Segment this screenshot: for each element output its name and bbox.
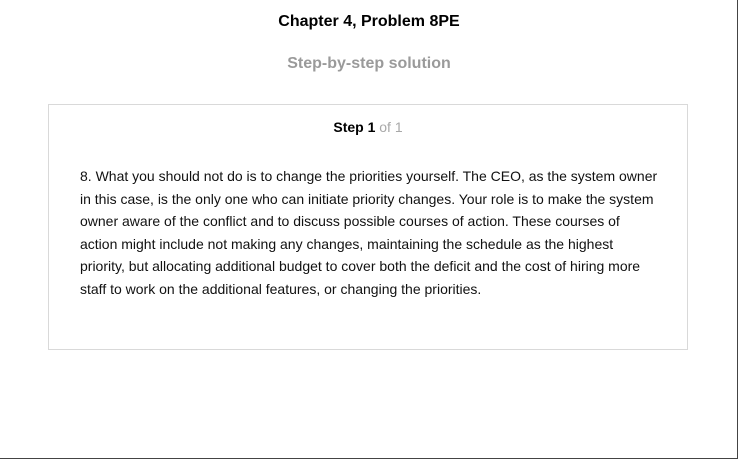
step-count: of 1 — [375, 119, 403, 135]
solution-step-card — [48, 104, 688, 350]
step-label: Step 1 — [333, 119, 376, 135]
step-body-text: 8. What you should not do is to change the priorities yourself. The CEO, as the system owner in this case, is the only one who can initiate priority changes. Your role is to make the system owner aware of the conflict and to discuss possible courses of action. These courses of action might include not making any changes, maintaining the schedule as the highest priority, but allocating additional budget to cover both the deficit and the cost of hiring more staff to work on the additional features, or changing the priorities. — [80, 168, 658, 297]
step-heading — [49, 118, 687, 136]
solution-title: Step-by-step solution — [287, 55, 451, 72]
chapter-title: Chapter 4, Problem 8PE — [278, 13, 460, 30]
